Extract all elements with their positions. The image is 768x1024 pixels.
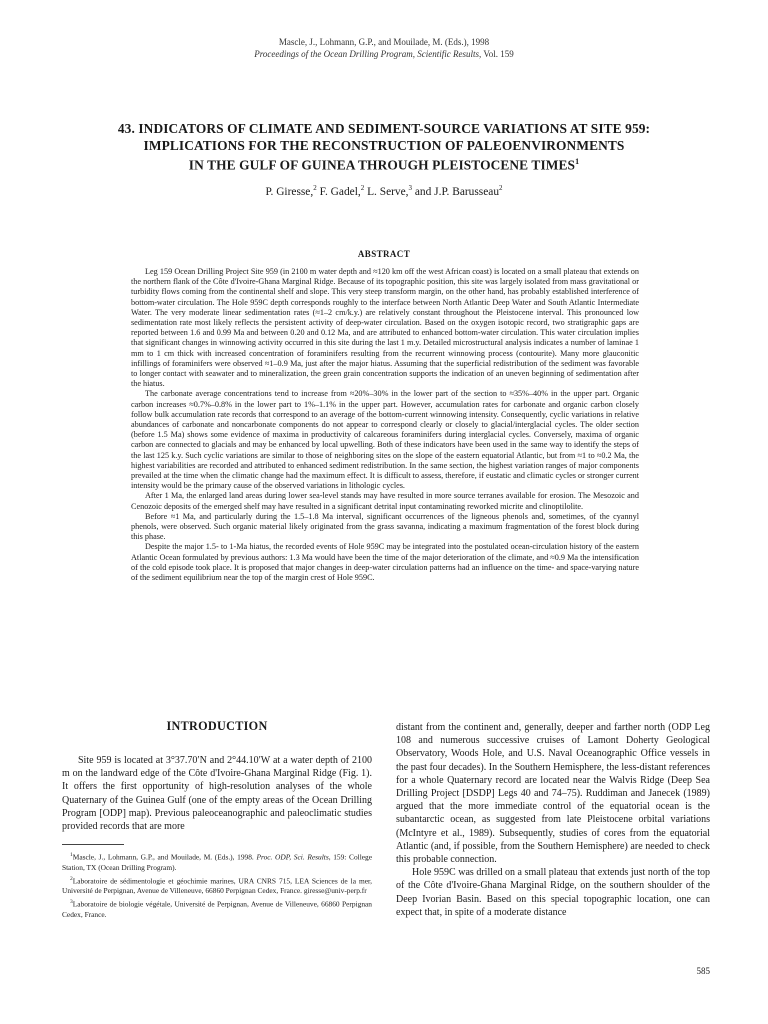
author-3-mark: 3 — [408, 184, 413, 192]
right-column — [396, 721, 710, 919]
left-column — [62, 719, 372, 920]
author-1: P. Giresse, — [265, 185, 314, 198]
footnote-1-text-c: 159: College Station, TX (Ocean Drilling Program). — [62, 852, 373, 873]
title-line-2: IMPLICATIONS FOR THE RECONSTRUCTION OF PALEOENVIRONMENTS — [143, 137, 625, 153]
footnote-1 — [62, 850, 372, 873]
author-2-mark: 2 — [360, 184, 365, 192]
title-footnote-mark: 1 — [575, 157, 580, 166]
footnote-2-text: Laboratoire de sédimentologie et géochimie marines, URA CNRS 715, LEA Sciences de la mer, Université de Perpignan, Avenue de Villeneuve, 66860 Perpignan Cedex, France. giresse@univ-perp.fr — [62, 875, 372, 896]
footnote-1-text-b: Proc. ODP, Sci. Results, — [256, 852, 331, 862]
footnote-2 — [62, 874, 372, 897]
author-1-mark: 2 — [313, 184, 317, 192]
abstract-paragraph: The carbonate average concentrations tend to increase from ≈20%–30% in the lower part of the section to ≈35%–40% in the upper part. Organic carbon increases ≈0.7%–0.8% in the lower part to 1%–1.1% in the upper part. However, accumulation rates for carbonate and organic carbon closely follow bulk accumulation rate records that correspond to an average of the bottom-current winnowing intensity. Consequently, cyclic variations in relative abundances of carbonate and noncarbonate components do not appear to correspond clearly or closely to glacial/interglacial cycles. The older section (before 1.5 Ma) shows some evidence of maxima in productivity of calcareous foraminifers during interglacial cycles. Conversely, maxima of organic carbon are connected to glacials and may be enhanced by local upwelling. Both of these indicators have been used in the same way to identify the steps of the last 125 k.y. Such cyclic variations are similar to those of neighboring sites on the slope of the eastern equatorial Atlantic, but from ≈1 to ≈0.2 Ma, the highest variabilities are recorded and attributed to enhanced sediment redistribution. In the same section, the highest variation ranges of major components prevailed at the time when the climatic change had the maximum effect. It is difficult to assess, therefore, if eustatic and climatic cycles or stronger current intensity would be the primary cause of the observed variations in lithologic cycles. — [131, 389, 639, 491]
author-4: and J.P. Barusseau — [412, 185, 500, 198]
footnote-1-text-a: Mascle, J., Lohmann, G.P., and Mouilade, M. (Eds.), 1998. — [72, 852, 257, 862]
abstract-paragraph: Before ≈1 Ma, and particularly during the 1.5–1.8 Ma interval, significant occurrences of the ligneous phenols and, sometimes, of the cyannyl phenols, were observed. Such organic material likely originated from the grass savanna, indicating a maximum fragmentation of the forest block during this phase. — [131, 511, 639, 542]
abstract-body — [131, 267, 639, 583]
title-line-1: 43. INDICATORS OF CLIMATE AND SEDIMENT-SOURCE VARIATIONS AT SITE 959: — [117, 121, 651, 136]
introduction-heading: INTRODUCTION — [166, 719, 268, 733]
author-3: L. Serve, — [364, 185, 409, 198]
paper-title — [84, 121, 684, 174]
footnote-3-mark: 3 — [70, 898, 73, 905]
abstract-paragraph: After 1 Ma, the enlarged land areas during lower sea-level stands may have resulted in more source terranes available for erosion. The Mesozoic and Cenozoic deposits of the emerged shelf may have resulted in a significant detrital input contaminating reworked micrite and clinoptilolite. — [131, 491, 639, 511]
intro-paragraph: distant from the continent and, generally, deeper and farther north (ODP Leg 108 and numerous successive cruises of Lamont Doherty Geological Observatory, Woods Hole, and U.S. Naval Oceanographic Office vessels in the past four decades). In the Southern Hemisphere, the less-distant references for a whole Quaternary record are located near the Walvis Ridge (Deep Sea Drilling Project [DSDP] Legs 40 and 74–75). Ruddiman and Janecek (1989) argued that the more immediate control of the equatorial ocean is the subantarctic ocean, as suggested from late Pleistocene orbital variations (McIntyre et al., 1989). Subsequently, studies of cores from the equatorial Atlantic (and, if possible, from the Southern Hemisphere) are needed to check this probable connection. — [396, 722, 710, 866]
abstract-heading: ABSTRACT — [357, 249, 411, 259]
citation-line: Mascle, J., Lohmann, G.P., and Mouilade, M. (Eds.), 1998 — [278, 37, 490, 47]
title-line-3 — [84, 154, 684, 174]
page-number: 585 — [696, 966, 710, 976]
author-2: F. Gadel, — [316, 185, 361, 198]
intro-paragraph: Site 959 is located at 3°37.70′N and 2°44.10′W at a water depth of 2100 m on the landward edge of the Côte d'Ivoire-Ghana Marginal Ridge (Fig. 1). It offers the first opportunity of high-resolution analyses of the whole Quaternary of the Guinea Gulf (one of the empty areas of the Ocean Drilling Program [ODP] map). Previous paleoceanographic and paleoclimatic studies provided records that are more — [62, 755, 372, 833]
journal-name: Proceedings of the Ocean Drilling Program, Scientific Results, — [254, 49, 482, 59]
footnote-2-mark: 2 — [70, 875, 73, 882]
footnotes — [62, 850, 372, 920]
journal-line — [0, 48, 768, 60]
citation-header — [0, 36, 768, 60]
footnote-3-text: Laboratoire de biologie végétale, Université de Perpignan, Avenue de Villeneuve, 66860 Perpignan Cedex, France. — [62, 899, 372, 919]
footnote-1-mark: 1 — [70, 852, 73, 859]
intro-paragraph: Hole 959C was drilled on a small plateau that extends just north of the top of the Côte d'Ivoire-Ghana Marginal Ridge, on the southern shoulder of the Deep Ivorian Basin. Based on this special topographic location, one can expect that, in spite of a moderate distance — [396, 867, 710, 918]
footnote-3 — [62, 897, 372, 920]
footnote-divider — [62, 844, 124, 845]
author-list — [0, 181, 768, 199]
journal-volume: Vol. 159 — [481, 49, 514, 59]
abstract-paragraph: Despite the major 1.5- to 1-Ma hiatus, the recorded events of Hole 959C may be integrated into the postulated ocean-circulation history of the eastern Atlantic Ocean formulated by previous authors: 1.3 Ma would have been the time of the major deterioration of the climate, and ≈0.9 Ma the intensification of the cold episode took place. It is proposed that major changes in deep-water circulation patterns had an influence on the time- and space-varying nature of the sediment equilibrium near the top of the margin crest of Hole 959C. — [131, 542, 639, 583]
abstract-paragraph: Leg 159 Ocean Drilling Project Site 959 (in 2100 m water depth and ≈120 km off the west African coast) is located on a small plateau that extends on the northern flank of the Côte d'Ivoire-Ghana Marginal Ridge. Because of its topographic position, this site was largely isolated from mass gravitational or turbidity flows coming from the continental shelf and slope. This very steep transform margin, on the other hand, has probably established interference of bottom-water circulation. The Hole 959C depth corresponds roughly to the interface between North Atlantic Deep Water and South Atlantic Intermediate Water. The very moderate linear sedimentation rates (≈1–2 cm/k.y.) are relatively constant throughout the Pleistocene interval. This pronounced low sedimentation rate most likely reflects the persistent activity of deep-water circulation. Based on the oxygen isotopic record, two stratigraphic gaps are reported between 1.6 and 0.99 Ma and between 0.20 and 0.12 Ma, and are attributed to enhanced bottom-water circulation. This water circulation implies that significant changes in winnowing activity occurred in this site during the last 1 m.y. Detailed microstructural analysis indicates a number of laminae 1 mm to 1 cm thick with increased concentration of foraminifers resulting from the recurrent winnowing process (contourite). Many more glauconitic infillings of foraminifers were observed ≈1–0.9 Ma, just after the major hiatus. Assuming that the superficial redistribution of the sediment was favorable to longer contact with seawater and to mineralization, the green grain concentration supports the indication of an uneven beginning of sedimentation after the hiatus. — [131, 267, 639, 389]
title-line-3-text: IN THE GULF OF GUINEA THROUGH PLEISTOCENE TIMES — [188, 157, 576, 173]
author-4-mark: 2 — [499, 184, 503, 192]
